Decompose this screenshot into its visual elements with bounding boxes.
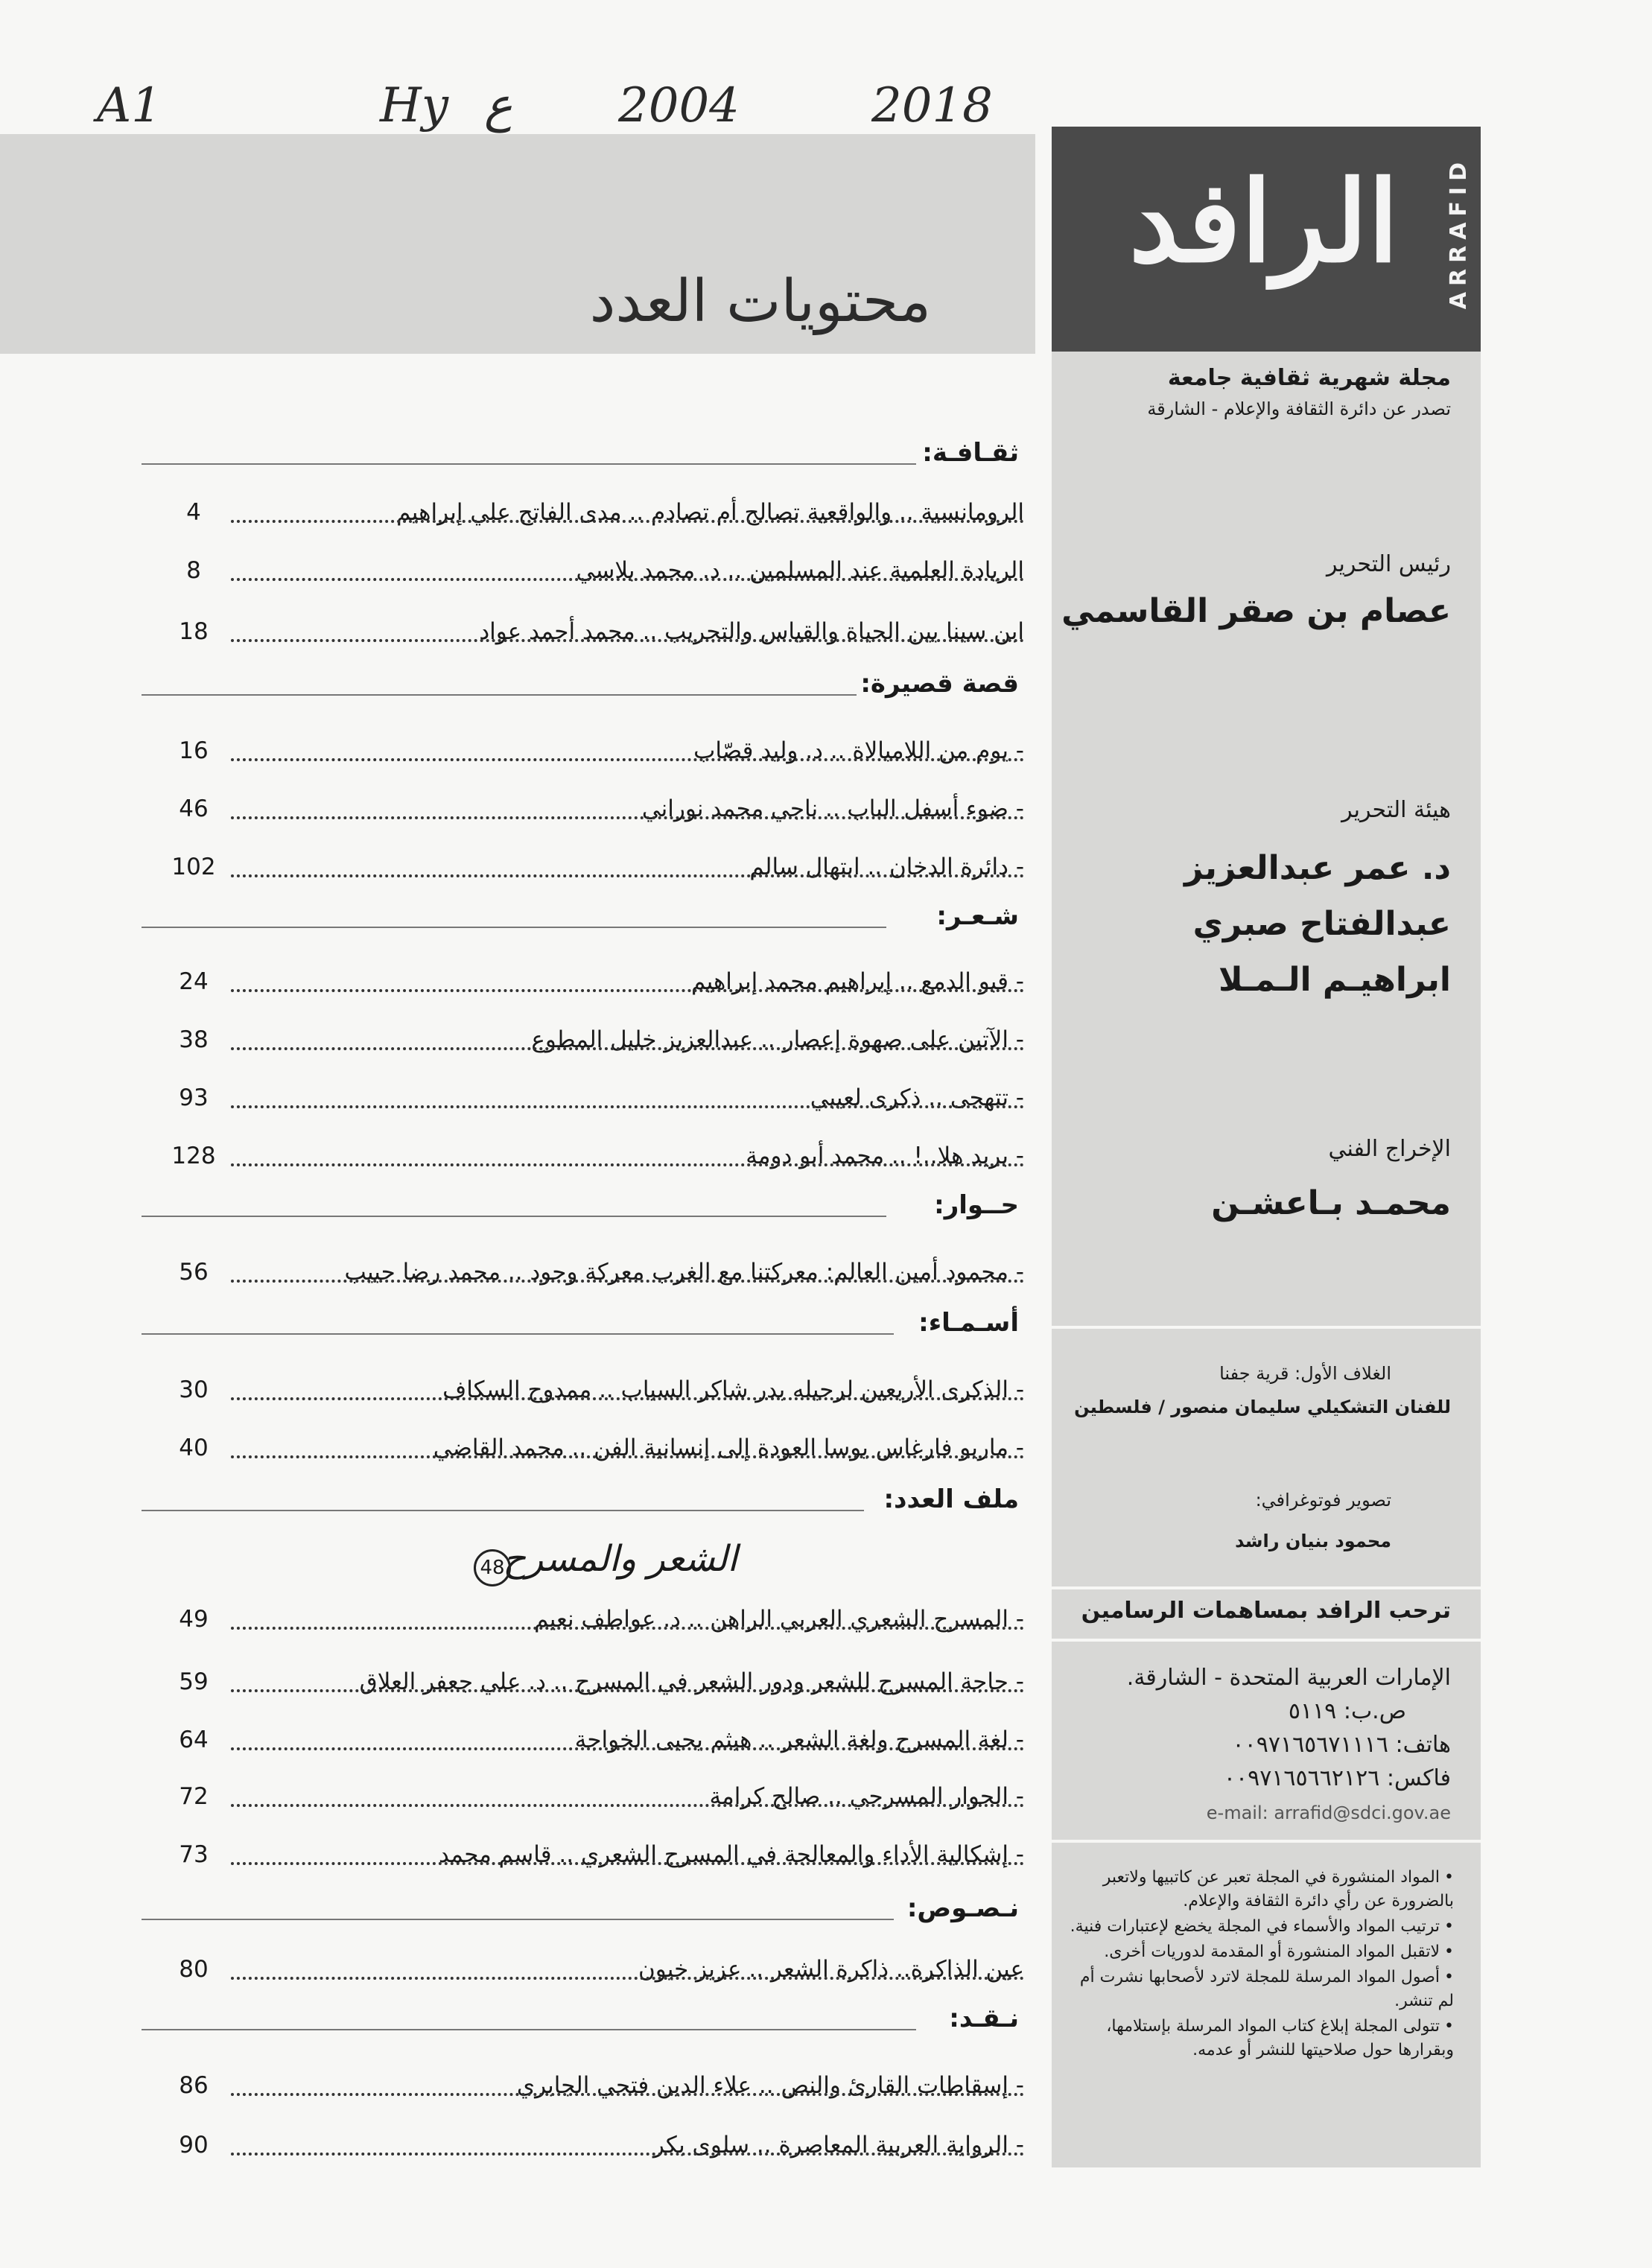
logo <box>1052 127 1481 352</box>
toc-entry <box>171 2072 1024 2106</box>
po-box: ص.ب: ٥١١٩ <box>1288 1698 1406 1724</box>
toc-page: 49 <box>179 1606 209 1633</box>
toc-entry <box>171 968 1024 1003</box>
editor-in-chief: عصام بن صقر القاسمي <box>1061 592 1451 630</box>
board-member: عبدالفتاح صبري <box>1192 905 1451 943</box>
toc-page: 16 <box>179 737 209 764</box>
toc-page: 90 <box>179 2132 209 2159</box>
toc-entry <box>171 1606 1024 1640</box>
dossier-page: 48 <box>474 1549 511 1586</box>
toc-entry <box>171 618 1024 652</box>
section-heading: ثقـافـة: <box>922 438 1019 468</box>
email: e-mail: arrafid@sdci.gov.ae <box>1206 1802 1451 1823</box>
toc-entry <box>171 557 1024 591</box>
section-heading: نـصـوص: <box>906 1893 1019 1923</box>
note: • ترتيب المواد والأسماء في المجلة يخضع لإعتبارات فنية. <box>1067 1915 1454 1939</box>
toc-page: 93 <box>179 1084 209 1111</box>
fax: فاكس: ٠٠٩٧١٦٥٦٦٢١٢٦ <box>1223 1765 1451 1791</box>
handwritten-note: Hy <box>380 78 448 133</box>
page-title: محتويات العدد <box>589 268 931 335</box>
toc-page: 80 <box>179 1956 209 1983</box>
note: • تتولى المجلة إبلاغ كتاب المواد المرسلة بإستلامها، وبقرارها حول صلاحيتها للنشر أو عدمه. <box>1067 2015 1454 2062</box>
toc-title: - الآتين على صهوة إعصار .. عبدالعزيز خليل المطوع <box>531 1026 1024 1053</box>
section-heading: شـعـر: <box>936 901 1019 931</box>
section-rule <box>142 1333 894 1335</box>
toc-title: - محمود أمين العالم: معركتنا مع الغرب معركة وجود .. محمد رضا حبيب <box>344 1259 1024 1286</box>
phone: هاتف: ٠٠٩٧١٦٥٦٧١١١٦ <box>1232 1732 1451 1758</box>
publisher: تصدر عن دائرة الثقافة والإعلام - الشارقة <box>1147 398 1451 419</box>
toc-title: الرومانسية .. والواقعية تصالح أم تصادم .. مدى الفاتح علي إبراهيم <box>396 499 1024 526</box>
toc-page: 8 <box>186 557 201 584</box>
editor-in-chief-label: رئيس التحرير <box>1326 551 1451 577</box>
toc-title: - الذكرى الأربعين لرحيله بدر شاكر السياب .. ممدوح السكاف <box>442 1376 1024 1403</box>
photo-label: تصوير فوتوغرافي: <box>1255 1490 1391 1511</box>
toc-entry <box>171 854 1024 888</box>
toc-page: 40 <box>179 1435 209 1461</box>
toc-title: - قبو الدمع .. إبراهيم محمد إبراهيم <box>690 968 1024 995</box>
toc-title: - الرواية العربية المعاصرة .. سلوى بكر <box>652 2132 1024 2159</box>
toc-page: 56 <box>179 1259 209 1286</box>
section-rule <box>142 1919 894 1920</box>
section-rule <box>142 694 857 696</box>
board-member: د. عمر عبدالعزيز <box>1184 849 1451 887</box>
logo-english: ARRAFID <box>1446 156 1472 310</box>
toc-title: عين الذاكرة.. ذاكرة الشعر .. عزيز خيون <box>638 1956 1024 1983</box>
section-heading: قصة قصيرة: <box>860 669 1019 699</box>
toc-entry <box>171 1668 1024 1703</box>
toc-page: 86 <box>179 2072 209 2099</box>
section-rule <box>142 1216 886 1217</box>
note: • المواد المنشورة في المجلة تعبر عن كاتبيها ولاتعبر بالضرورة عن رأي دائرة الثقافة والإعلام. <box>1067 1866 1454 1913</box>
section-rule <box>142 927 886 928</box>
divider <box>1052 1326 1481 1329</box>
toc-title: الريادة العلمية عند المسلمين .. د. محمد بلاسي <box>576 557 1024 584</box>
art-director: محمـد بـاعشـن <box>1211 1184 1451 1222</box>
toc-entry <box>171 1259 1024 1293</box>
toc-page: 18 <box>179 618 209 645</box>
divider <box>1052 1586 1481 1589</box>
divider <box>1052 1639 1481 1642</box>
masthead-sidebar <box>1052 127 1481 2167</box>
toc-entry <box>171 2132 1024 2166</box>
section-heading: أسـمـاء: <box>918 1308 1019 1338</box>
toc-entry <box>171 1026 1024 1061</box>
toc-entry <box>171 1956 1024 1990</box>
toc-page: 38 <box>179 1026 209 1053</box>
note: • لاتقبل المواد المنشورة أو المقدمة لدوريات أخرى. <box>1067 1940 1454 1964</box>
handwritten-note: ع <box>484 78 513 133</box>
editorial-notes <box>1067 1866 1454 2064</box>
toc-title: - بريد هلا..! .. محمد أبو دومة <box>746 1143 1024 1169</box>
toc-entry <box>171 1376 1024 1411</box>
section-rule <box>142 1510 864 1511</box>
cover-label: الغلاف الأول: قرية جفنا <box>1219 1363 1391 1384</box>
note: • أصول المواد المرسلة للمجلة لاترد لأصحابها نشرت أم لم تنشر. <box>1067 1966 1454 2013</box>
handwritten-note: A1 <box>97 78 162 133</box>
toc-title: - دائرة الدخان .. ابتهال سالم <box>749 854 1024 880</box>
cover-artist: للفنان التشكيلي سليمان منصور / فلسطين <box>1074 1397 1451 1417</box>
board-label: هيئة التحرير <box>1341 797 1451 823</box>
toc-entry <box>171 1841 1024 1875</box>
toc-page: 46 <box>179 795 209 822</box>
toc-page: 30 <box>179 1376 209 1403</box>
toc-page: 102 <box>171 854 216 880</box>
toc-entry <box>171 1727 1024 1761</box>
board-member: ابراهيـم الـمـلا <box>1219 961 1451 999</box>
section-rule <box>142 463 916 465</box>
divider <box>1052 1840 1481 1843</box>
toc-page: 59 <box>179 1668 209 1695</box>
toc-title: - لغة المسرح ولغة الشعر .. هيثم يحيى الخواجة <box>574 1727 1024 1753</box>
toc-title: - الحوار المسرحي .. صالح كرامة <box>709 1783 1024 1810</box>
address: الإمارات العربية المتحدة - الشارقة. <box>1126 1665 1451 1691</box>
toc-title: - ضوء أسفل الباب .. ناجي محمد نوراني <box>641 795 1024 822</box>
section-heading: حــوار: <box>934 1190 1019 1220</box>
section-rule <box>142 2029 916 2030</box>
toc-page: 73 <box>179 1841 209 1868</box>
toc-title: - إشكالية الأداء والمعالجة في المسرح الشعري .. قاسم محمد <box>439 1841 1024 1868</box>
photographer: محمود بنيان راشد <box>1235 1531 1391 1551</box>
toc-title: - يوم من اللامبالاة .. د. وليد قصّاب <box>693 737 1024 764</box>
section-heading: ملف العدد: <box>883 1484 1019 1514</box>
toc-title: ابن سينا بين الحياة والقياس والتجريب .. محمد أحمد عواد <box>479 618 1024 645</box>
welcome-note: ترحب الرافد بمساهمات الرسامين <box>1081 1598 1451 1624</box>
toc-entry <box>171 499 1024 533</box>
toc-page: 24 <box>179 968 209 995</box>
toc-entry <box>171 737 1024 772</box>
handwritten-note: 2004 <box>618 78 740 133</box>
toc-page: 64 <box>179 1727 209 1753</box>
toc-title: - إسقاطات القارئ والنص .. علاء الدين فتحي الجابري <box>516 2072 1024 2099</box>
toc-entry <box>171 1084 1024 1119</box>
toc-entry <box>171 1783 1024 1817</box>
dossier-title: الشعر والمسرح <box>503 1538 737 1580</box>
toc-page: 128 <box>171 1143 216 1169</box>
toc-entry <box>171 1143 1024 1177</box>
title-band <box>0 134 1035 354</box>
toc-page: 4 <box>186 499 201 526</box>
toc-title: - ماريو فارغاس يوسا العودة إلى إنسانية الفن .. محمد القاضي <box>433 1435 1024 1461</box>
toc-title: - تتهجى .. ذكرى لعيبي <box>810 1084 1024 1111</box>
toc-title: - حاجة المسرح للشعر ودور الشعر في المسرح .. د. علي جعفر العلاق <box>359 1668 1024 1695</box>
toc-entry <box>171 1435 1024 1469</box>
toc-title: - المسرح الشعري العربي الراهن .. د. عواطف نعيم <box>534 1606 1024 1633</box>
art-label: الإخراج الفني <box>1328 1136 1451 1162</box>
handwritten-note: 2018 <box>871 78 993 133</box>
tagline: مجلة شهرية ثقافية جامعة <box>1167 365 1451 391</box>
toc-page: 72 <box>179 1783 209 1810</box>
logo-arabic: الرافد <box>1128 156 1399 288</box>
section-heading: نـقـد: <box>949 2004 1019 2033</box>
toc-entry <box>171 795 1024 830</box>
